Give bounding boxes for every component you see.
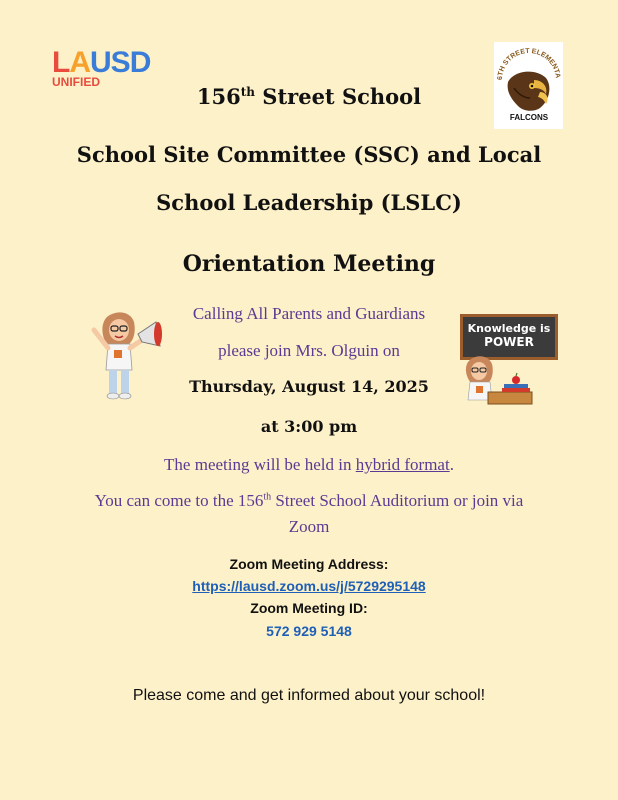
logo-letter-s: S	[110, 46, 130, 79]
school-sup: th	[240, 85, 255, 99]
format-prefix: The meeting will be held in	[164, 455, 356, 474]
chalkboard-line1: Knowledge is	[467, 322, 551, 335]
meeting-time: at 3:00 pm	[260, 417, 358, 436]
location-sup: th	[263, 491, 272, 503]
logo-letter-d: D	[129, 46, 151, 79]
crest-label: FALCONS	[509, 113, 549, 122]
zoom-address-label: Zoom Meeting Address:	[229, 556, 389, 572]
school-name-heading	[0, 84, 618, 109]
orientation-heading: Orientation Meeting	[182, 251, 436, 277]
location-zoom: Zoom	[288, 517, 330, 536]
location-text	[0, 491, 618, 511]
logo-subtext: UNIFIED	[52, 75, 100, 89]
logo-letter-u: U	[90, 46, 111, 79]
meeting-date: Thursday, August 14, 2025	[189, 377, 429, 396]
format-text	[0, 455, 618, 475]
location-pre: You can come to the 156	[94, 491, 264, 510]
zoom-id-value: 572 929 5148	[266, 623, 352, 639]
join-text: please join Mrs. Olguin on	[218, 341, 400, 360]
hybrid-format-link[interactable]: hybrid format	[355, 455, 450, 474]
school-number: 156	[196, 84, 241, 109]
format-suffix: .	[449, 455, 454, 474]
logo-letter-l: L	[52, 46, 70, 79]
leadership-heading: School Leadership (LSLC)	[156, 190, 462, 215]
chalkboard-line2: POWER	[484, 335, 534, 349]
school-name-rest: Street School	[254, 84, 422, 109]
location-post: Street School Auditorium or join via	[271, 491, 524, 510]
crest-arc-text: 6TH STREET ELEMENTA	[496, 47, 562, 81]
lausd-logo	[52, 48, 150, 89]
zoom-url-link[interactable]: https://lausd.zoom.us/j/5729295148	[192, 578, 426, 594]
closing-text: Please come and get informed about your school!	[132, 687, 486, 704]
committee-heading: School Site Committee (SSC) and Local	[76, 142, 542, 167]
zoom-id-label: Zoom Meeting ID:	[250, 600, 368, 616]
calling-parents-text: Calling All Parents and Guardians	[192, 304, 426, 323]
logo-letter-a: A	[69, 46, 90, 79]
